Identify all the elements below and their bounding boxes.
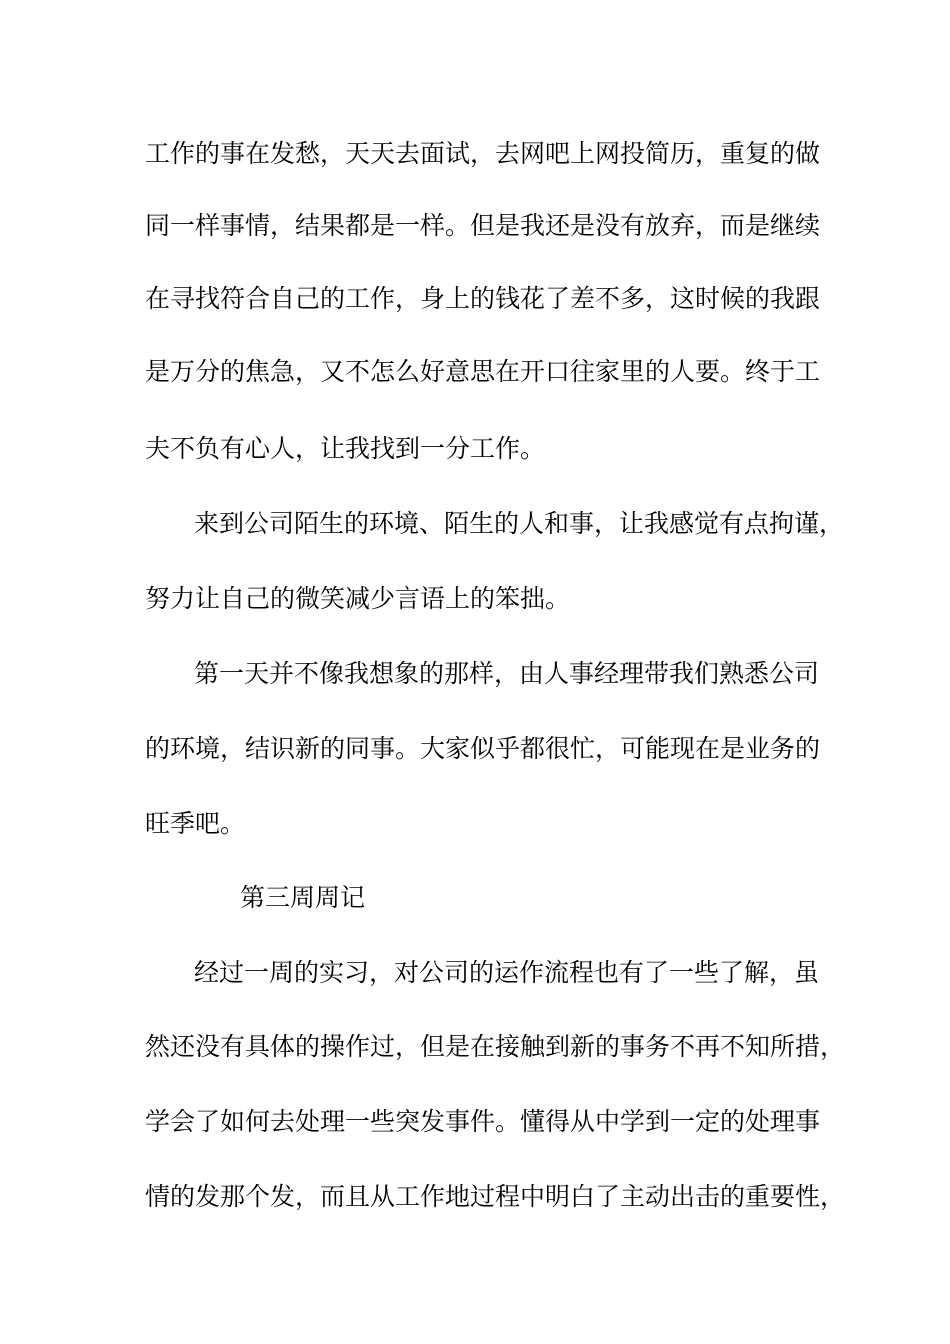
paragraph-2-line-1: 来到公司陌生的环境、陌生的人和事，让我感觉有点拘谨， (194, 509, 845, 538)
section-heading: 第三周周记 (240, 883, 366, 912)
paragraph-1-line-2: 同一样事情，结果都是一样。但是我还是没有放弃，而是继续 (145, 211, 821, 240)
paragraph-4-line-2: 然还没有具体的操作过，但是在接触到新的事务不再不知所措， (145, 1032, 846, 1061)
paragraph-1-line-3: 在寻找符合自己的工作，身上的钱花了差不多，这时候的我跟 (145, 284, 821, 313)
paragraph-3-line-2: 的环境，结识新的同事。大家似乎都很忙，可能现在是业务的 (145, 734, 821, 763)
paragraph-2-line-2: 努力让自己的微笑减少言语上的笨拙。 (145, 584, 571, 613)
paragraph-1-line-4: 是万分的焦急，又不怎么好意思在开口往家里的人要。终于工 (145, 357, 821, 386)
paragraph-3-line-3: 旺季吧。 (145, 809, 246, 838)
paragraph-4-line-3: 学会了如何去处理一些突发事件。懂得从中学到一定的处理事 (145, 1107, 821, 1136)
paragraph-1-line-1: 工作的事在发愁，天天去面试，去网吧上网投简历，重复的做 (145, 139, 821, 168)
paragraph-1-line-5: 夫不负有心人，让我找到一分工作。 (145, 434, 546, 463)
paragraph-4-line-4: 情的发那个发，而且从工作地过程中明白了主动出击的重要性， (145, 1182, 846, 1211)
paragraph-4-line-1: 经过一周的实习，对公司的运作流程也有了一些了解，虽 (194, 958, 820, 987)
paragraph-3-line-1: 第一天并不像我想象的那样，由人事经理带我们熟悉公司 (194, 659, 820, 688)
